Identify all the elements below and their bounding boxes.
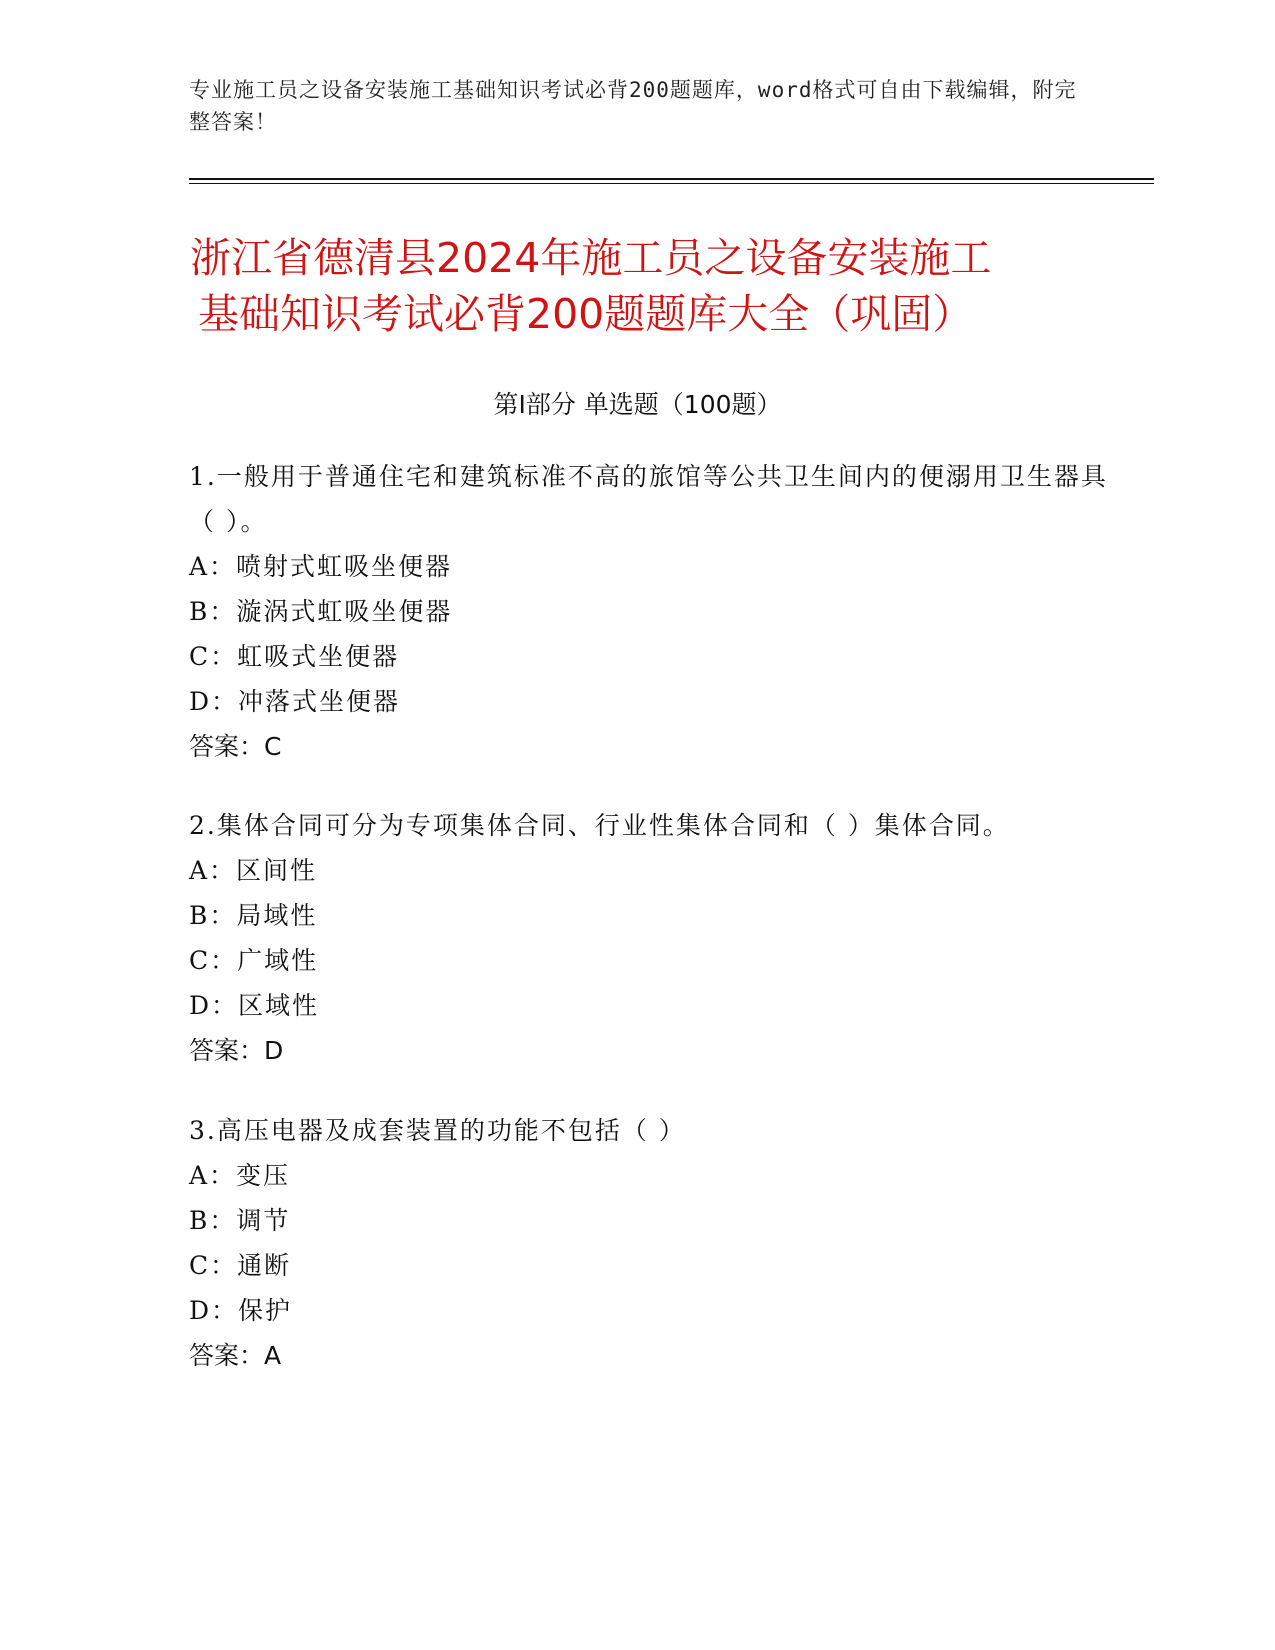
document-title-line-2: 基础知识考试必背200题题库大全（巩固） (198, 290, 974, 338)
question-answer: 答案：D (189, 1036, 284, 1065)
header-note: 专业施工员之设备安装施工基础知识考试必背200题题库，word格式可自由下载编辑，附完整答案！ (189, 78, 1077, 134)
document-title (190, 230, 1150, 342)
document-title-line-1: 浙江省德清县2024年施工员之设备安装施工 (190, 234, 992, 282)
section-title: 第I部分 单选题（100题） (493, 390, 782, 419)
question-2 (189, 803, 1109, 1073)
question-1 (189, 454, 1109, 769)
header-divider-thin (189, 183, 1154, 184)
header-divider-thick (189, 178, 1154, 180)
question-option-c: C：虹吸式坐便器 (189, 642, 400, 671)
question-option-d: D：保护 (189, 1296, 293, 1325)
question-option-d: D：冲落式坐便器 (189, 687, 401, 716)
question-stem: 3.高压电器及成套装置的功能不包括（ ） (189, 1116, 686, 1145)
question-option-b: B：调节 (189, 1206, 291, 1235)
question-3 (189, 1108, 1109, 1378)
question-option-a: A：喷射式虹吸坐便器 (189, 552, 453, 581)
question-option-c: C：通断 (189, 1251, 292, 1280)
question-option-d: D：区域性 (189, 991, 320, 1020)
question-option-c: C：广域性 (189, 946, 319, 975)
question-option-a: A：区间性 (189, 856, 318, 885)
question-option-b: B：局域性 (189, 901, 318, 930)
question-option-a: A：变压 (189, 1161, 291, 1190)
question-answer: 答案：A (189, 1341, 282, 1370)
question-answer: 答案：C (189, 732, 282, 761)
question-stem: 1.一般用于普通住宅和建筑标准不高的旅馆等公共卫生间内的便溺用卫生器具（ ）。 (189, 462, 1108, 536)
question-stem: 2.集体合同可分为专项集体合同、行业性集体合同和（ ）集体合同。 (189, 811, 1010, 840)
question-option-b: B：漩涡式虹吸坐便器 (189, 597, 453, 626)
